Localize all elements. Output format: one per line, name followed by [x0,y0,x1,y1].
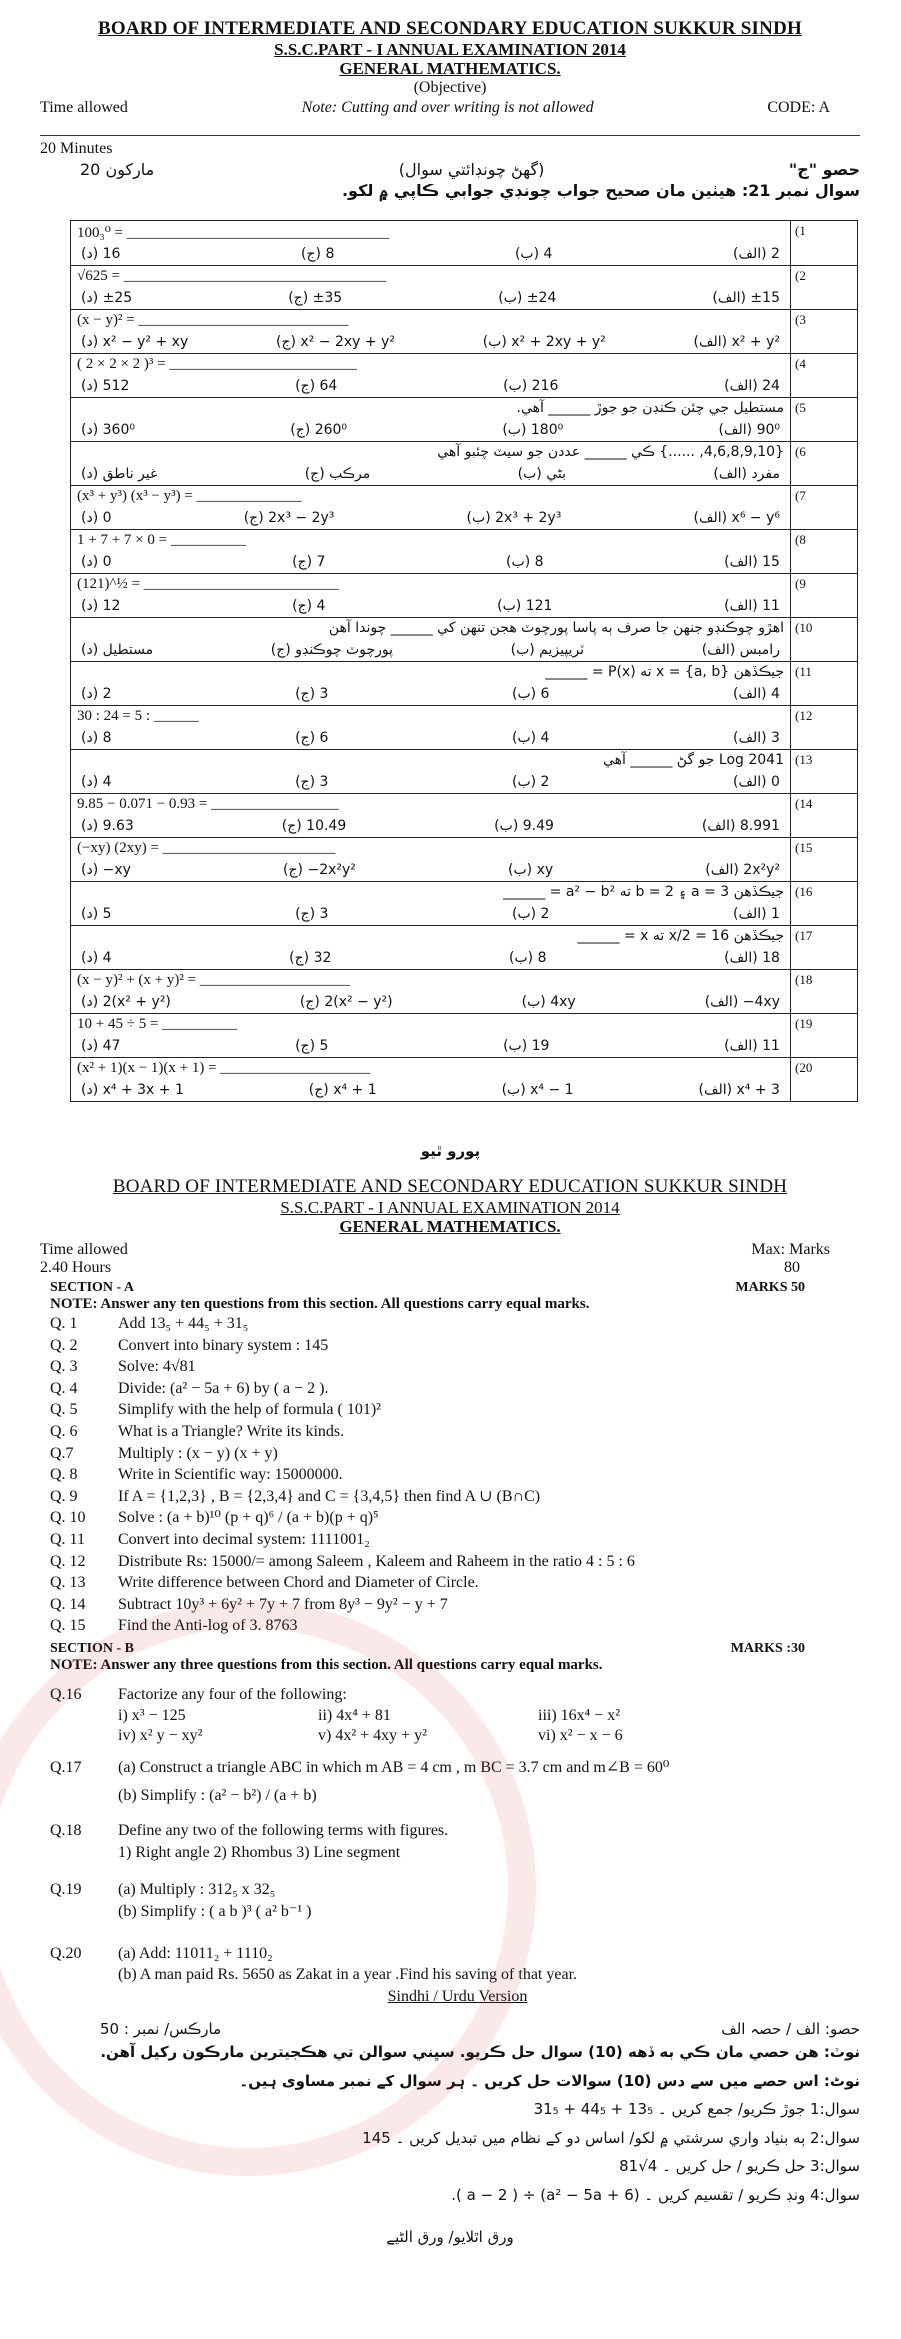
question-number: (11 [791,662,858,706]
urdu-section [40,2020,860,2252]
answer-option: (د) مستطيل [81,642,154,658]
question-number: (15 [791,838,858,882]
answer-option: (د) 512 [81,378,130,394]
paper-code: CODE: A [767,99,830,117]
question-number: (13 [791,750,858,794]
urdu-q2: سوال:2 ٻه بنياد واري سرشتي ۾ لکو/ اساس دو کے نظام میں تبدیل کریں ۔ 145 [362,2128,860,2147]
answer-option: (الف) 90⁰ [718,422,780,438]
question-number: (9 [791,574,858,618]
section-a-marks: MARKS 50 [735,1280,805,1295]
answer-option: (ب) 2 [511,906,550,922]
answer-option: (د) 2 [81,686,112,702]
question-number: (8 [791,530,858,574]
objective-question-row [71,266,858,310]
answer-option: (ب) xy [508,862,554,878]
question-stem: {4,6,8,9,10, ......} ڪي ______ عددن جو سيٽ چئبو آهي [437,444,784,460]
answer-option: (الف) x² + y² [693,334,780,350]
question-number: (5 [791,398,858,442]
urdu-note-2: نوٹ: اس حصے میں سے دس (10) سوالات حل کریں ۔ ہر سوال کے نمبر مساوی ہیں۔ [239,2071,860,2090]
answer-option: (الف) 2x²y² [705,862,780,878]
objective-question-row [71,310,858,354]
question-stem: (−xy) (2xy) = _______________________ [77,840,336,856]
answer-option: (ب) x² + 2xy + y² [482,334,606,350]
answer-option: (د) 47 [81,1038,121,1054]
answer-option: (ب) 121 [497,598,553,614]
section-a-question: Q. 15 Find the Anti-log of 3. 8763 [50,1617,298,1635]
question-number: (3 [791,310,858,354]
objective-question-row [71,398,858,442]
answer-option: (د) −xy [81,862,131,878]
objective-question-row [71,750,858,794]
section-a-question: Q. 14 Subtract 10y³ + 6y² + 7y + 7 from 8y³ − 9y² − y + 7 [50,1595,448,1613]
answer-option: (د) 360⁰ [81,422,135,438]
objective-question-row [71,442,858,486]
answer-option: (ج) 2x³ − 2y³ [243,510,335,526]
answer-option: (ب) 180⁰ [502,422,564,438]
section-a-title: SECTION - A [50,1280,135,1295]
question-number: (20 [791,1058,858,1102]
objective-question-row [71,794,858,838]
question-number: (2 [791,266,858,310]
objective-question-row [71,574,858,618]
objective-question-row [71,1058,858,1102]
answer-options [71,288,790,309]
answer-option: (الف) ±15 [712,290,780,306]
question-stem: Log 2041 جو گڻ ______ آهي [602,752,784,768]
exam-title-2: S.S.C.PART - I ANNUAL EXAMINATION 2014 [280,1197,620,1217]
answer-option: (الف) 1 [733,906,780,922]
answer-option: (ج) 10.49 [281,818,347,834]
answer-option: (د) ±25 [81,290,133,306]
answer-options [71,552,790,573]
time-value: 2.40 Hours [40,1258,112,1276]
question-number: (1 [791,221,858,266]
board-title: BOARD OF INTERMEDIATE AND SECONDARY EDUCATION SUKKUR SINDH [98,18,802,39]
answer-option: (ب) x⁴ − 1 [501,1082,574,1098]
max-marks-label: Max: Marks [751,1240,830,1258]
q20-b: (b) A man paid Rs. 5650 as Zakat in a year .Find his saving of that year. [118,1966,578,1984]
time-allowed-label: Time allowed [40,99,128,117]
section-a-question: Q. 1 Add 13₅ + 44₅ + 31₅ [50,1315,249,1332]
answer-options [71,376,790,397]
instruction: سوال نمبر 21: هيٺين مان صحيح جواب چونڊي جوابي ڪاپي ۾ لکو. [341,181,860,201]
subjective-header [40,1176,860,1277]
section-b-title: SECTION - B [50,1640,135,1656]
objective-question-row [71,662,858,706]
answer-option: (ج) 7 [292,554,326,570]
section-a-question: Q.7 Multiply : (x − y) (x + y) [50,1444,278,1462]
question-stem: (x² + 1)(x − 1)(x + 1) = ____________________ [77,1060,371,1076]
answer-option: (الف) رامبس [701,642,780,658]
question-number: (16 [791,882,858,926]
max-marks-value: 80 [784,1258,800,1276]
objective-question-row [71,486,858,530]
urdu-marks: مارڪس/ نمبر : 50 [100,2020,222,2038]
answer-option: (ج) 3 [295,774,329,790]
answer-option: (ج) 2(x² − y²) [299,994,393,1010]
urdu-part: حصو: الف / حصہ الف [721,2020,860,2038]
answer-options [71,596,790,617]
answer-option: (الف) 2 [733,246,780,262]
answer-option: (الف) 0 [733,774,780,790]
objective-footer: پورو ٿيو [420,1142,481,1160]
answer-option: (ب) 2x³ + 2y³ [466,510,562,526]
exam-title: S.S.C.PART - I ANNUAL EXAMINATION 2014 [274,39,626,59]
section-b-note: NOTE: Answer any three questions from this section. All questions carry equal marks. [50,1656,603,1673]
urdu-footer: ورق اٿلايو/ ورق الٹیے [386,2228,514,2246]
question-number: (18 [791,970,858,1014]
question-stem: جيڪڏهن a = 3 ۽ b = 2 ته a² − b² = ______ [503,884,784,900]
answer-option: (الف) 3 [733,730,780,746]
question-stem: (x³ + y³) (x³ − y³) = ______________ [77,488,302,504]
question-stem: (x − y)² = ____________________________ [77,312,349,328]
answer-options [71,1080,790,1101]
question-number: (6 [791,442,858,486]
part-label: حصو "ج" [788,160,860,180]
answer-option: (الف) 15 [724,554,780,570]
question-stem: 1 + 7 + 7 × 0 = __________ [77,532,246,548]
answer-option: (ج) 32 [289,950,332,966]
question-stem: 10 + 45 ÷ 5 = __________ [77,1016,238,1032]
answer-options [71,728,790,749]
question-stem: 30 : 24 = 5 : ______ [77,708,199,724]
answer-option: (ج) ±35 [288,290,343,306]
answer-option: (الف) مفرد [713,466,780,482]
answer-option: (ب) 9.49 [494,818,554,834]
time-allowed-label-2: Time allowed [40,1240,128,1258]
answer-option: (د) غير ناطق [81,466,158,482]
answer-option: (ج) 4 [292,598,326,614]
urdu-q1: سوال:1 جوڙ ڪريو/ جمع کریں ۔ 13₅ + 44₅ + 31₅ [533,2100,860,2118]
answer-options [71,860,790,881]
objective-question-row [71,530,858,574]
answer-options [71,904,790,925]
answer-option: (د) 16 [81,246,121,262]
answer-option: (الف) x⁴ + 3 [698,1082,780,1098]
urdu-note-1: نوٽ: هن حصي مان ڪي به ڏهه (10) سوال حل ڪريو. سڀني سوالن تي هڪجيترين مارڪون رکيل آهن. [100,2043,860,2061]
answer-option: (الف) 8.991 [701,818,780,834]
marks-label: مارکون 20 [80,160,155,180]
answer-option: (ج) x⁴ + 1 [308,1082,377,1098]
answer-option: (د) 8 [81,730,112,746]
question-stem: اهڙو چوڪنڊو جنهن جا صرف ٻه پاسا پورچوٽ هجن تنهن کي ______ چوندا آهن [328,620,784,636]
answer-option: (الف) x⁶ − y⁶ [693,510,780,526]
answer-options [71,244,790,265]
question-19: Q.19 (a) Multiply : 312₅ x 32₅ [50,1881,276,1899]
question-number: (7 [791,486,858,530]
section-a-question: Q. 11 Convert into decimal system: 1111001₂ [50,1530,370,1548]
section-a-question: Q. 12 Distribute Rs: 15000/= among Saleem , Kaleem and Raheem in the ratio 4 : 5 : 6 [50,1552,635,1570]
question-stem: ( 2 × 2 × 2 )³ = _________________________ [77,356,357,372]
answer-option: (ج) مرڪب [304,466,371,482]
answer-options [71,640,790,661]
objective-question-row [71,618,858,662]
question-number: (14 [791,794,858,838]
q18-items: 1) Right angle 2) Rhombus 3) Line segment [118,1843,401,1861]
question-stem: جيڪڏهن {a, b} = x ته P(x) = ______ [545,664,784,680]
answer-option: (د) 0 [81,510,112,526]
urdu-q3: سوال:3 حل ڪريو / حل کریں ۔ 4√81 [619,2157,860,2175]
section-a-question: Q. 2 Convert into binary system : 145 [50,1336,329,1354]
answer-option: (ب) 4 [511,730,550,746]
paper-kind: (Objective) [413,78,487,96]
answer-options [71,1036,790,1057]
section-b-marks: MARKS :30 [730,1640,805,1656]
answer-option: (ب) ±24 [498,290,557,306]
answer-option: (ج) 8 [301,246,335,262]
answer-option: (الف) 18 [724,950,780,966]
question-17: Q.17 (a) Construct a triangle ABC in which m AB = 4 cm , m BC = 3.7 cm and m∠B = 60⁰ [50,1759,670,1777]
answer-options [71,464,790,485]
answer-option: (الف) −4xy [704,994,780,1010]
answer-option: (د) 5 [81,906,112,922]
objective-question-row [71,838,858,882]
answer-option: (د) 4 [81,950,112,966]
answer-options [71,508,790,529]
question-20: Q.20 (a) Add: 11011₂ + 1110₂ [50,1944,273,1962]
answer-option: (ب) 216 [503,378,559,394]
question-16: Q.16 Factorize any four of the following: [50,1685,347,1703]
question-number: (4 [791,354,858,398]
question-number: (10 [791,618,858,662]
subject-title-2: GENERAL MATHEMATICS. [339,1217,561,1237]
section-a-question: Q. 4 Divide: (a² − 5a + 6) by ( a − 2 ). [50,1379,329,1397]
q19-b: (b) Simplify : ( a b )³ ( a² b⁻¹ ) [118,1903,312,1921]
objective-header [40,18,860,200]
section-a-question: Q. 10 Solve : (a + b)¹⁰ (p + q)⁶ / (a + b)(p + q)⁵ [50,1509,379,1527]
objective-question-row [71,354,858,398]
answer-option: (ب) بڻي [517,466,567,482]
q16-items: i) x³ − 125 ii) 4x⁴ + 81 iii) 16x⁴ − x² iv) x² y − xy² v) 4x² + 4xy + y² vi) x² − x − 6 [118,1706,623,1745]
duration: 20 Minutes [40,140,113,158]
section-a-question: Q. 6 What is a Triangle? Write its kinds. [50,1422,345,1440]
answer-option: (ج) 260⁰ [290,422,348,438]
section-a-question: Q. 13 Write difference between Chord and Diameter of Circle. [50,1574,479,1592]
answer-options [71,684,790,705]
question-stem: مستطيل جي چئن ڪنڊن جو جوڙ ______ آهي. [516,400,784,416]
objective-question-row [71,926,858,970]
subject-title: GENERAL MATHEMATICS. [339,59,561,79]
answer-option: (الف) 11 [724,1038,780,1054]
answer-option: (ج) پورچوٽ چوڪنڊو [270,642,393,658]
section-a-question: Q. 8 Write in Scientific way: 15000000. [50,1466,343,1484]
question-stem: (x − y)² + (x + y)² = ____________________ [77,972,350,988]
section-a-note: NOTE: Answer any ten questions from this section. All questions carry equal marks. [50,1296,590,1312]
objective-question-row [71,221,858,266]
q17-b: (b) Simplify : (a² − b²) / (a + b) [118,1786,317,1804]
answer-option: (ج) x² − 2xy + y² [275,334,395,350]
question-stem: √625 = ___________________________________ [77,268,387,284]
objective-question-row [71,706,858,750]
answer-option: (د) 2(x² + y²) [81,994,171,1010]
answer-options [71,332,790,353]
question-number: (19 [791,1014,858,1058]
answer-options [71,948,790,969]
answer-option: (ج) 3 [295,686,329,702]
answer-option: (ب) 2 [511,774,550,790]
part-title: (گهڻ چونڊائتي سوال) [398,160,545,180]
note-text: Note: Cutting and over writing is not allowed [301,99,594,117]
answer-option: (ب) 4xy [521,994,576,1010]
answer-option: (ب) ٽريپيزيم [510,642,585,658]
question-stem: جيڪڏهن x/2 = 16 ته x = ______ [577,928,784,944]
section-a-question: Q. 5 Simplify with the help of formula ( 101)² [50,1401,381,1419]
section-a-question: Q. 9 If A = {1,2,3} , B = {2,3,4} and C = {3,4,5} then find A ∪ (B∩C) [50,1487,541,1505]
answer-options [71,992,790,1013]
answer-option: (ب) 8 [509,950,547,966]
question-18: Q.18 Define any two of the following terms with figures. [50,1822,449,1840]
section-a [50,1280,865,2006]
answer-option: (ج) 64 [295,378,338,394]
question-stem: (121)^½ = __________________________ [77,576,339,592]
answer-option: (ج) 3 [295,906,329,922]
answer-options [71,772,790,793]
objective-table [70,220,858,1102]
answer-option: (د) x⁴ + 3x + 1 [81,1082,184,1098]
answer-option: (د) x² − y² + xy [81,334,189,350]
answer-options [71,816,790,837]
answer-option: (ج) 5 [295,1038,329,1054]
answer-option: (د) 9.63 [81,818,134,834]
answer-option: (د) 4 [81,774,112,790]
answer-option: (ب) 4 [514,246,553,262]
answer-option: (الف) 4 [733,686,780,702]
objective-question-row [71,882,858,926]
answer-option: (الف) 11 [724,598,780,614]
objective-question-row [71,970,858,1014]
answer-options [71,420,790,441]
board-title-2: BOARD OF INTERMEDIATE AND SECONDARY EDUCATION SUKKUR SINDH [112,1176,788,1197]
question-number: (17 [791,926,858,970]
question-stem: 9.85 − 0.071 − 0.93 = _________________ [77,796,339,812]
version-label: Sindhi / Urdu Version [387,1987,528,2005]
answer-option: (ب) 8 [506,554,544,570]
answer-option: (ج) 6 [295,730,329,746]
question-number: (12 [791,706,858,750]
urdu-q4: سوال:4 ونڊ ڪريو / تقسیم کریں ۔ (a² − 5a + 6) ÷ ( a − 2 ). [451,2185,860,2204]
answer-option: (ب) 6 [511,686,550,702]
answer-option: (الف) 24 [724,378,780,394]
answer-option: (ب) 19 [503,1038,550,1054]
answer-option: (ج) −2x²y² [283,862,356,878]
answer-option: (د) 12 [81,598,121,614]
answer-option: (د) 0 [81,554,112,570]
question-stem: 100₃⁰ = ___________________________________ [77,225,390,241]
section-a-question: Q. 3 Solve: 4√81 [50,1358,196,1376]
objective-question-row [71,1014,858,1058]
